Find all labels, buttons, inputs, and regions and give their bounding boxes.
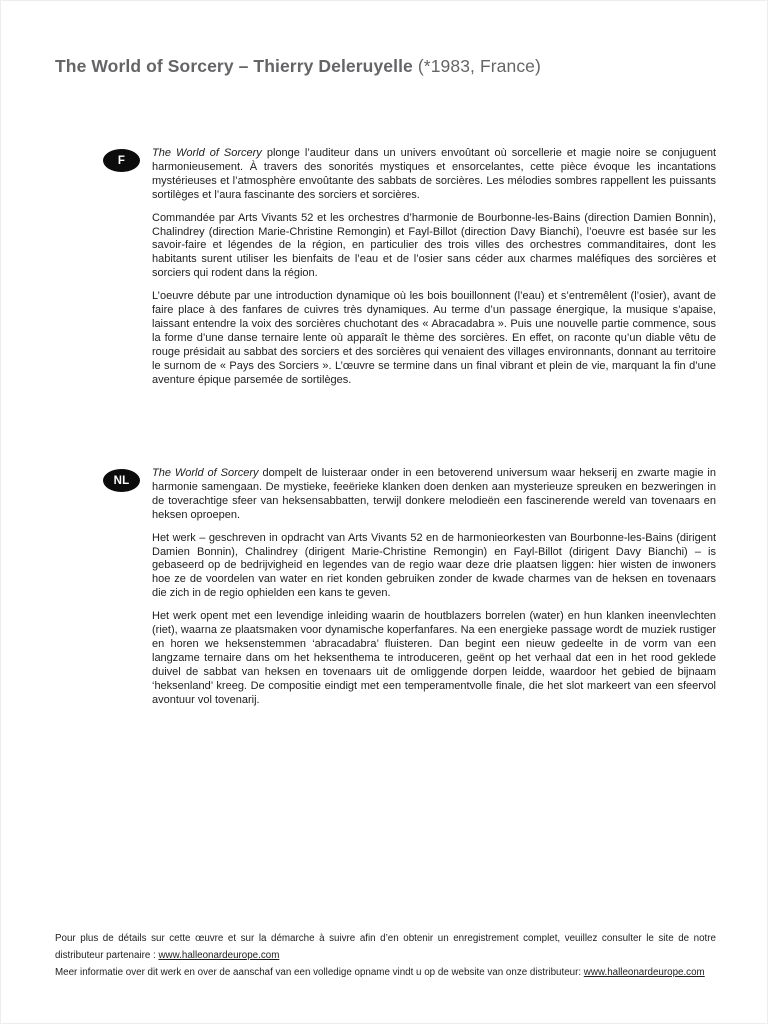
french-paragraph-2: Commandée par Arts Vivants 52 et les orchestres d’harmonie de Bourbonne-les-Bains (direction Damien Bonnin), Chalindrey (direction Marie-Christine Remongin) et Fayl-Billot (direction Davy Bianchi), l’oeuvre est basée sur les savoir-faire et légendes de la région, en particulier des trois villes des orchestres commanditaires, dont les habitants surent utiliser les bienfaits de l’eau et de l’osier sans céder aux charmes maléfiques des sorcières et sorciers qui rodent dans la région. [152, 211, 716, 280]
french-section [0, 147, 768, 388]
footer-dutch-note [55, 964, 716, 981]
dutch-paragraph-2: Het werk – geschreven in opdracht van Arts Vivants 52 en de harmonieorkesten van Bourbonne-les-Bains (dirigent Damien Bonnin), Chalindrey (dirigent Marie-Christine Remongin) en Fayl-Billot (dirigent Davy Bianchi) – is gebaseerd op de bedrijvigheid en legendes van de regio waar deze drie plaatsen liggen: hier wisten de inwoners hoe ze de voordelen van water en riet konden gebruiken zonder de kwade charmes van de heksen en tovenaars die zich in de regio ophielden een kans te geven. [152, 531, 716, 600]
french-paragraph-3: L’oeuvre débute par une introduction dynamique où les bois bouillonnent (l’eau) et s’entremêlent (l’osier), avant de faire place à des fanfares de cuivres très dynamiques. Au terme d’un passage énergique, la musique s’apaise, laissant entendre la voix des sorcières chuchotant des « Abracadabra ». Puis une nouvelle partie commence, sous la forme d’une danse ternaire lente où apparaît le thème des sorcières. En effet, on raconte qu’un diable vêtu de rouge présidait au sabbat des sorciers et des sorcières qui venaient des villages environnants, donnant au territoire le surnom de « Pays des Sorciers ». L’œuvre se termine dans un final vibrant et plein de vie, marquant la fin d’une aventure épique parsemée de sortilèges. [152, 290, 716, 386]
footer-dutch-text: Meer informatie over dit werk en over de aanschaf van een volledige opname vindt u op de website van onze distributeur: [55, 967, 584, 978]
dutch-paragraph-1 [152, 467, 716, 523]
composer-birth-info: (*1983, France) [412, 56, 541, 76]
badge-label-f: F [117, 154, 126, 167]
footer-french-text: Pour plus de détails sur cette œuvre et sur la démarche à suivre afin d’en obtenir un enregistrement complet, veuillez consulter le site de notre distributeur partenaire : [55, 933, 716, 961]
work-title-italic: The World of Sorcery [152, 467, 259, 479]
page-title [55, 55, 541, 77]
distributor-link-fr[interactable]: www.halleonardeurope.com [158, 950, 280, 961]
footer [55, 930, 716, 981]
work-composer-title: The World of Sorcery – Thierry Deleruyelle [55, 56, 413, 76]
footer-french-note [55, 930, 716, 964]
french-paragraph-1 [152, 147, 716, 203]
badge-label-nl: NL [113, 474, 130, 487]
french-text-column [152, 147, 716, 388]
french-paragraph-1-text: plonge l’auditeur dans un univers envoûtant où sorcellerie et magie noire se conjuguent harmonieusement. À travers des sonorités mystiques et ensorcelantes, cette pièce évoque les incantations mystérieuses et l’atmosphère envoûtante des sabbats de sorcières. Les mélodies sombres rappellent les puissants sortilèges et l’aura fascinante des sorciers et sorcières. [152, 147, 716, 201]
dutch-paragraph-1-text: dompelt de luisteraar onder in een betoverend universum waar hekserij en zwarte magie in harmonie samengaan. De mystieke, feeërieke klanken doen denken aan mysterieuze spreuken en bezweringen in de toverachtige sfeer van heksensabbatten, terwijl donkere melodieën een fascinerende wereld van tovenaars en heksen oproepen. [152, 467, 716, 521]
distributor-link-nl[interactable]: www.halleonardeurope.com [583, 967, 705, 978]
work-title-italic: The World of Sorcery [152, 147, 262, 159]
dutch-text-column [152, 467, 716, 708]
language-badge-nl [103, 469, 140, 492]
dutch-section [0, 467, 768, 708]
dutch-paragraph-3: Het werk opent met een levendige inleiding waarin de houtblazers borrelen (water) en hun klanken ineenvlechten (riet), waarna ze plaatsmaken voor dynamische koperfanfares. Na een energieke passage wordt de muziek rustiger en horen we heksenstemmen ‘abracadabra’ fluisteren. Dan begint een nieuw gedeelte in de vorm van een langzame ternaire dans om het heksenthema te introduceren, geënt op het verhaal dat een in het rood geklede duivel de sabbat van heksen en tovenaars uit de omliggende dorpen leidde, waardoor het gebied de bijnaam ‘heksenland’ kreeg. De compositie eindigt met een temperamentvolle finale, die het slot markeert van een sfeervol avontuur vol tovenarij. [152, 610, 716, 706]
language-badge-f [103, 149, 140, 172]
